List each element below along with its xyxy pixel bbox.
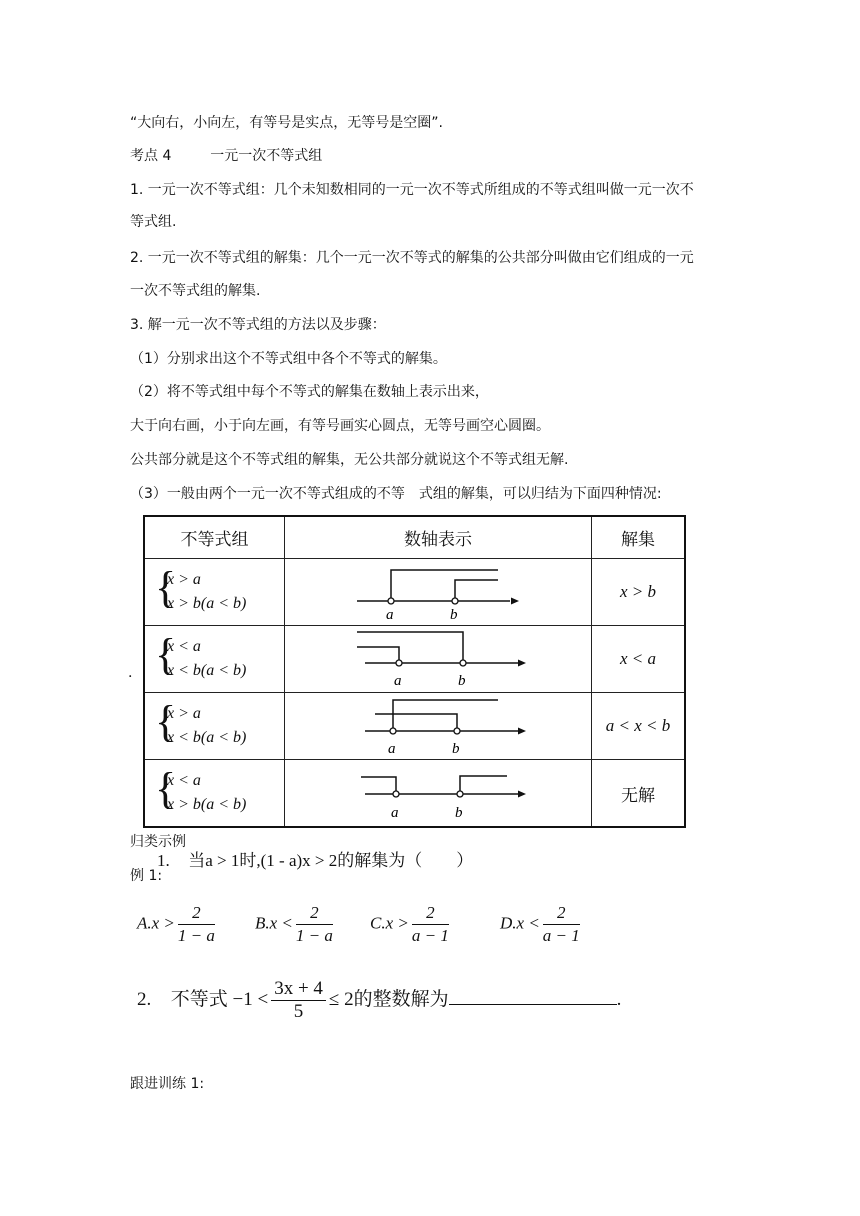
heading-title: 一元一次不等式组	[210, 148, 323, 164]
number-line-diagram	[285, 760, 591, 822]
solution-cell: x < a	[592, 626, 686, 693]
table-row	[144, 760, 685, 828]
option-b-numerator: 2	[296, 902, 333, 925]
stray-dot: .	[128, 665, 133, 681]
solution-cell: a < x < b	[592, 693, 686, 760]
table-row	[144, 559, 685, 626]
section-heading	[130, 146, 322, 166]
question-2-denominator: 5	[293, 1001, 304, 1022]
system-line-1: x < a	[167, 772, 201, 789]
label-a: a	[386, 607, 394, 621]
definition-2a: 2. 一元一次不等式组的解集：几个一元一次不等式的解集的公共部分叫做由它们组成的一元	[130, 250, 694, 266]
brace-icon: {	[155, 697, 177, 746]
label-b: b	[455, 805, 463, 821]
system-line-2: x > b(a < b)	[167, 595, 247, 612]
system-cell	[144, 626, 285, 693]
system-line-2: x < b(a < b)	[167, 729, 247, 746]
mnemonic-line: “大向右，小向左，有等号是实点，无等号是空圈”.	[130, 115, 443, 131]
table-row	[144, 626, 685, 693]
header-system: 不等式组	[144, 516, 285, 559]
brace-icon: {	[155, 764, 177, 813]
number-line-diagram	[285, 693, 591, 755]
label-a: a	[394, 673, 402, 688]
system-line-1: x > a	[167, 705, 201, 722]
heading-number: 考点 4	[130, 148, 172, 164]
question-1-text: 当a > 1时,(1 - a)x > 2的解集为（ ）	[188, 851, 474, 870]
question-2-number: 2.	[137, 988, 152, 1010]
number-line-diagram	[285, 626, 591, 688]
numberline-cell	[285, 693, 592, 760]
step-1: （1）分别求出这个不等式组中各个不等式的解集。	[130, 351, 447, 367]
common-part-text: 公共部分就是这个不等式组的解集，无公共部分就说这个不等式组无解.	[130, 452, 569, 468]
step-2b: 大于向右画，小于向左画，有等号画实心圆点，无等号画空心圆圈。	[130, 418, 550, 434]
numberline-cell	[285, 626, 592, 693]
question-2-end: .	[616, 988, 622, 1010]
label-a: a	[388, 741, 396, 755]
table-header-row	[144, 516, 685, 559]
option-b	[255, 902, 336, 947]
option-d-denominator: a − 1	[542, 926, 580, 945]
option-d-numerator: 2	[543, 902, 580, 925]
system-line-1: x < a	[167, 638, 201, 655]
inequality-table	[143, 515, 686, 828]
question-1	[157, 846, 473, 871]
numberline-cell	[285, 760, 592, 828]
step-2: （2）将不等式组中每个不等式的解集在数轴上表示出来，	[130, 384, 489, 400]
system-line-2: x > b(a < b)	[167, 796, 247, 813]
answer-blank[interactable]	[449, 986, 617, 1005]
option-b-label: B.x <	[255, 913, 293, 933]
option-a-denominator: 1 − a	[177, 926, 215, 945]
brace-icon: {	[155, 563, 177, 612]
definition-2b: 一次不等式组的解集.	[130, 283, 261, 299]
number-line-diagram	[285, 559, 591, 621]
system-line-2: x < b(a < b)	[167, 662, 247, 679]
system-cell	[144, 559, 285, 626]
table-row	[144, 693, 685, 760]
option-c-numerator: 2	[412, 902, 449, 925]
definition-1b: 等式组.	[130, 214, 177, 230]
system-line-1: x > a	[167, 571, 201, 588]
label-b: b	[452, 741, 460, 755]
option-a-label: A.x >	[137, 913, 175, 933]
solution-cell: x > b	[592, 559, 686, 626]
option-c-label: C.x >	[370, 913, 409, 933]
numberline-cell	[285, 559, 592, 626]
section-examples: 归类示例	[130, 834, 186, 850]
label-a: a	[391, 805, 399, 821]
option-c-denominator: a − 1	[411, 926, 449, 945]
follow-up-heading: 跟进训练 1:	[130, 1076, 205, 1092]
label-b: b	[458, 673, 466, 688]
option-a	[137, 902, 218, 947]
solution-cell: 无解	[592, 760, 686, 828]
option-c	[370, 902, 452, 947]
definition-1a: 1. 一元一次不等式组：几个未知数相同的一元一次不等式所组成的不等式组叫做一元一次不	[130, 182, 694, 198]
option-d-label: D.x <	[500, 913, 540, 933]
header-solution: 解集	[592, 516, 686, 559]
question-2-prefix: 不等式 −1 <	[170, 988, 269, 1010]
label-b: b	[450, 607, 458, 621]
brace-icon: {	[155, 630, 177, 679]
question-2-suffix: ≤ 2的整数解为	[328, 988, 449, 1010]
definition-3: 3. 解一元一次不等式组的方法以及步骤：	[130, 317, 386, 333]
system-cell	[144, 693, 285, 760]
question-1-number: 1.	[157, 851, 170, 870]
question-2-numerator: 3x + 4	[271, 978, 326, 1001]
system-cell	[144, 760, 285, 828]
option-d	[500, 902, 583, 947]
question-2	[137, 978, 621, 1023]
example-1-label: 例 1:	[130, 868, 163, 884]
option-a-numerator: 2	[178, 902, 215, 925]
step-3: （3）一般由两个一元一次不等式组成的不等 式组的解集，可以归结为下面四种情况:	[130, 486, 662, 502]
option-b-denominator: 1 − a	[295, 926, 333, 945]
header-numberline: 数轴表示	[285, 516, 592, 559]
